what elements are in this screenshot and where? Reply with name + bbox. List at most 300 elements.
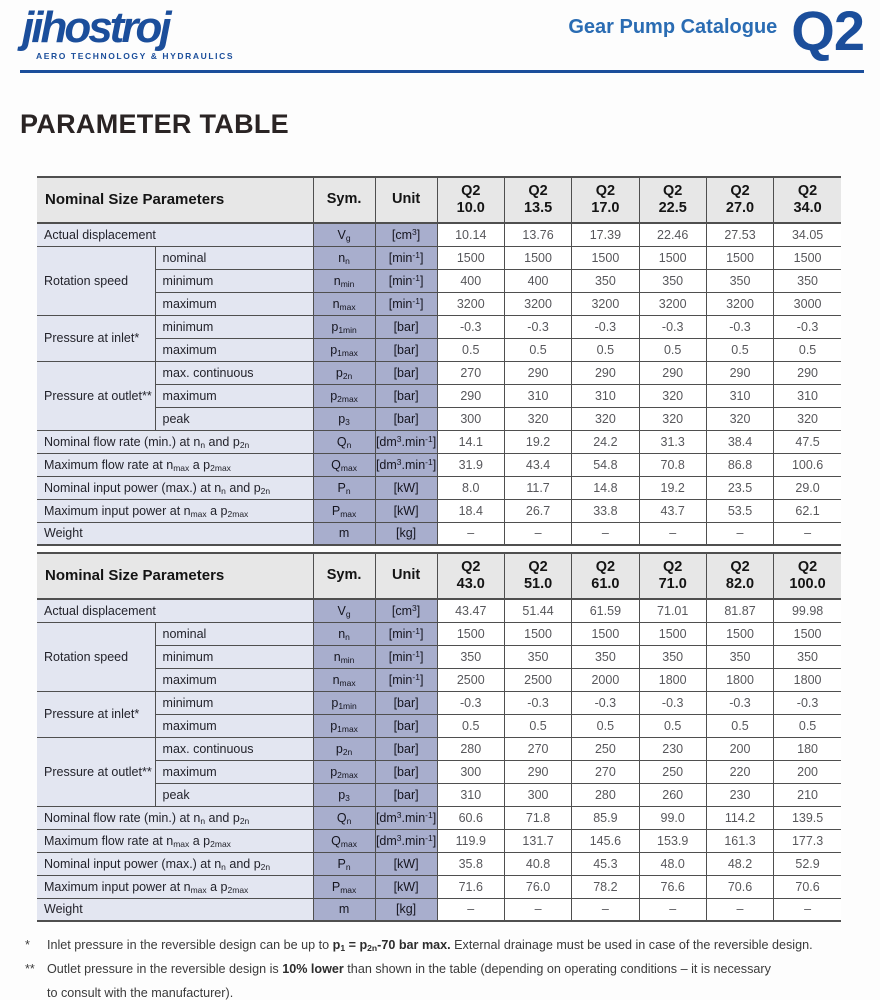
value-cell: 0.5 [639, 714, 706, 737]
symbol-cell: $P_n$ [313, 852, 375, 875]
value-cell: 1500 [504, 246, 571, 269]
value-cell: 220 [706, 760, 773, 783]
value-cell: 31.3 [639, 430, 706, 453]
unit-cell: [kW] [375, 476, 437, 499]
unit-cell: [bar] [375, 407, 437, 430]
value-cell: 350 [572, 269, 639, 292]
value-cell: 43.4 [504, 453, 571, 476]
unit-cell: $[\min^{-1}]$ [375, 246, 437, 269]
symbol-cell: $p_{2max}$ [313, 384, 375, 407]
row-sublabel: maximum [155, 668, 313, 691]
row-sublabel: minimum [155, 315, 313, 338]
table-row [37, 269, 841, 292]
value-cell: 310 [774, 384, 841, 407]
footnote-line [25, 985, 880, 1000]
row-label: Nominal flow rate (min.) at $n_n$ and $p_{2n}$ [37, 806, 313, 829]
table-row [37, 223, 841, 246]
value-cell: 48.2 [706, 852, 773, 875]
value-cell: 31.9 [437, 453, 504, 476]
value-cell: – [504, 898, 571, 921]
parameter-tables [37, 176, 841, 922]
value-cell: -0.3 [437, 315, 504, 338]
value-cell: 350 [706, 269, 773, 292]
symbol-cell: m [313, 522, 375, 545]
table-row [37, 852, 841, 875]
value-cell: – [572, 898, 639, 921]
value-cell: 17.39 [572, 223, 639, 246]
value-cell: 290 [572, 361, 639, 384]
value-cell: 14.1 [437, 430, 504, 453]
value-cell: 10.14 [437, 223, 504, 246]
value-cell: 300 [437, 407, 504, 430]
value-cell: 0.5 [706, 714, 773, 737]
table-row [37, 898, 841, 921]
value-cell: 250 [639, 760, 706, 783]
value-cell: 210 [774, 783, 841, 806]
footnote-text: to consult with the manufacturer). [47, 986, 234, 1000]
unit-cell: [kW] [375, 852, 437, 875]
row-label: Nominal input power (max.) at $n_n$ and $p_{2n}$ [37, 476, 313, 499]
value-cell: 139.5 [774, 806, 841, 829]
row-label: Maximum flow rate at $n_{max}$ a $p_{2max}$ [37, 829, 313, 852]
value-cell: 2000 [572, 668, 639, 691]
value-cell: – [437, 522, 504, 545]
value-cell: 11.7 [504, 476, 571, 499]
row-group-label: Pressure at inlet* [37, 315, 155, 361]
value-cell: 27.53 [706, 223, 773, 246]
size-column-header: Q2 10.0 [437, 177, 504, 223]
unit-header: Unit [375, 177, 437, 223]
symbol-cell: $p_3$ [313, 783, 375, 806]
value-cell: 161.3 [706, 829, 773, 852]
sym-header: Sym. [313, 177, 375, 223]
value-cell: 18.4 [437, 499, 504, 522]
value-cell: 0.5 [437, 714, 504, 737]
value-cell: 1500 [639, 246, 706, 269]
size-column-header: Q2 82.0 [706, 553, 773, 599]
symbol-cell: $p_3$ [313, 407, 375, 430]
footnote-marker [25, 985, 47, 1000]
logo-wordmark: jihostroj [22, 3, 169, 52]
symbol-cell: $Q_n$ [313, 806, 375, 829]
header-divider [20, 70, 864, 73]
value-cell: 1500 [706, 622, 773, 645]
row-sublabel: max. continuous [155, 361, 313, 384]
logo-tagline: AERO TECHNOLOGY & HYDRAULICS [36, 51, 235, 61]
value-cell: 153.9 [639, 829, 706, 852]
value-cell: 0.5 [504, 338, 571, 361]
symbol-cell: $p_{2max}$ [313, 760, 375, 783]
value-cell: 3200 [437, 292, 504, 315]
unit-cell: $[\min^{-1}]$ [375, 269, 437, 292]
value-cell: 290 [639, 361, 706, 384]
value-cell: 310 [504, 384, 571, 407]
symbol-cell: $p_{1max}$ [313, 338, 375, 361]
value-cell: 85.9 [572, 806, 639, 829]
value-cell: 43.47 [437, 599, 504, 622]
page-title: PARAMETER TABLE [20, 109, 289, 139]
value-cell: 48.0 [639, 852, 706, 875]
row-group-label: Pressure at outlet** [37, 737, 155, 806]
value-cell: 43.7 [639, 499, 706, 522]
value-cell: 310 [706, 384, 773, 407]
size-column-header: Q2 43.0 [437, 553, 504, 599]
footnote-text: Outlet pressure in the reversible design is 10% lower than shown in the table (depending on operating conditions – it is necessary [47, 962, 771, 976]
size-column-header: Q2 51.0 [504, 553, 571, 599]
row-sublabel: maximum [155, 338, 313, 361]
value-cell: 280 [437, 737, 504, 760]
footnote-line [25, 937, 880, 954]
row-sublabel: max. continuous [155, 737, 313, 760]
value-cell: 23.5 [706, 476, 773, 499]
symbol-cell: $V_g$ [313, 223, 375, 246]
table-row [37, 691, 841, 714]
table-row [37, 645, 841, 668]
parameter-table [37, 552, 841, 922]
table-row [37, 599, 841, 622]
row-sublabel: minimum [155, 645, 313, 668]
symbol-cell: $p_{1min}$ [313, 691, 375, 714]
size-column-header: Q2 71.0 [639, 553, 706, 599]
value-cell: 70.6 [706, 875, 773, 898]
footnote-marker: ** [25, 962, 35, 976]
row-label: Weight [37, 522, 313, 545]
value-cell: – [706, 522, 773, 545]
row-label: Actual displacement [37, 223, 313, 246]
header-right [568, 0, 864, 62]
value-cell: 62.1 [774, 499, 841, 522]
value-cell: 350 [774, 645, 841, 668]
symbol-cell: $Q_n$ [313, 430, 375, 453]
row-sublabel: minimum [155, 269, 313, 292]
value-cell: 320 [774, 407, 841, 430]
table-row [37, 875, 841, 898]
row-sublabel: nominal [155, 622, 313, 645]
unit-cell: $[dm^3.\min^{-1}]$ [375, 430, 437, 453]
value-cell: 1500 [774, 622, 841, 645]
symbol-cell: $n_{min}$ [313, 269, 375, 292]
unit-cell: [kg] [375, 522, 437, 545]
params-header: Nominal Size Parameters [37, 553, 313, 599]
table-row [37, 292, 841, 315]
value-cell: 2500 [504, 668, 571, 691]
parameter-table-sizes-43-100 [37, 552, 841, 922]
row-sublabel: nominal [155, 246, 313, 269]
table-row [37, 522, 841, 545]
footnote-marker: * [25, 938, 30, 952]
value-cell: -0.3 [706, 315, 773, 338]
value-cell: 0.5 [774, 714, 841, 737]
value-cell: 280 [572, 783, 639, 806]
value-cell: 270 [437, 361, 504, 384]
symbol-cell: m [313, 898, 375, 921]
footnote-text: Inlet pressure in the reversible design can be up to $p_1 = p_{2n}-70$ bar max. External drainage must be used in case of the reversible design. [47, 938, 813, 954]
table-row [37, 737, 841, 760]
value-cell: 350 [504, 645, 571, 668]
table-row [37, 668, 841, 691]
symbol-cell: $p_{1max}$ [313, 714, 375, 737]
table-row [37, 714, 841, 737]
symbol-cell: $p_{2n}$ [313, 361, 375, 384]
value-cell: 78.2 [572, 875, 639, 898]
catalogue-code: Q2 [791, 0, 864, 62]
table-row [37, 384, 841, 407]
parameter-table-sizes-10-34 [37, 176, 841, 546]
table-row [37, 829, 841, 852]
value-cell: 99.98 [774, 599, 841, 622]
value-cell: 310 [437, 783, 504, 806]
symbol-cell: $n_{max}$ [313, 668, 375, 691]
table-row [37, 760, 841, 783]
value-cell: -0.3 [572, 315, 639, 338]
value-cell: 13.76 [504, 223, 571, 246]
size-column-header: Q2 27.0 [706, 177, 773, 223]
symbol-cell: $P_{max}$ [313, 499, 375, 522]
row-label: Maximum input power at $n_{max}$ a $p_{2max}$ [37, 499, 313, 522]
value-cell: -0.3 [774, 315, 841, 338]
value-cell: -0.3 [504, 315, 571, 338]
row-label: Nominal input power (max.) at $n_n$ and $p_{2n}$ [37, 852, 313, 875]
unit-cell: [bar] [375, 691, 437, 714]
value-cell: 60.6 [437, 806, 504, 829]
value-cell: 290 [774, 361, 841, 384]
size-column-header: Q2 61.0 [572, 553, 639, 599]
row-group-label: Rotation speed [37, 246, 155, 315]
value-cell: -0.3 [639, 315, 706, 338]
value-cell: 1500 [437, 246, 504, 269]
value-cell: – [639, 898, 706, 921]
value-cell: 1800 [706, 668, 773, 691]
value-cell: 2500 [437, 668, 504, 691]
value-cell: 71.01 [639, 599, 706, 622]
value-cell: -0.3 [706, 691, 773, 714]
value-cell: 230 [706, 783, 773, 806]
value-cell: 47.5 [774, 430, 841, 453]
value-cell: 19.2 [639, 476, 706, 499]
value-cell: 71.6 [437, 875, 504, 898]
row-label: Maximum flow rate at $n_{max}$ a $p_{2max}$ [37, 453, 313, 476]
value-cell: – [572, 522, 639, 545]
table-row [37, 806, 841, 829]
value-cell: 350 [639, 269, 706, 292]
table-row [37, 246, 841, 269]
table-row [37, 338, 841, 361]
value-cell: 230 [639, 737, 706, 760]
table-header-row [37, 553, 841, 599]
unit-cell: $[dm^3.\min^{-1}]$ [375, 829, 437, 852]
page-header [0, 0, 880, 75]
value-cell: 14.8 [572, 476, 639, 499]
value-cell: 8.0 [437, 476, 504, 499]
value-cell: 54.8 [572, 453, 639, 476]
value-cell: 3000 [774, 292, 841, 315]
unit-cell: [bar] [375, 783, 437, 806]
table-row [37, 476, 841, 499]
row-sublabel: peak [155, 407, 313, 430]
table-row [37, 315, 841, 338]
unit-cell: $[dm^3.\min^{-1}]$ [375, 806, 437, 829]
value-cell: – [774, 898, 841, 921]
value-cell: 70.6 [774, 875, 841, 898]
value-cell: 350 [774, 269, 841, 292]
table-header-row [37, 177, 841, 223]
row-sublabel: maximum [155, 760, 313, 783]
table-row [37, 453, 841, 476]
value-cell: 270 [504, 737, 571, 760]
row-sublabel: minimum [155, 691, 313, 714]
unit-cell: $[cm^3]$ [375, 599, 437, 622]
value-cell: 1500 [706, 246, 773, 269]
value-cell: – [706, 898, 773, 921]
value-cell: 1800 [774, 668, 841, 691]
symbol-cell: $p_{2n}$ [313, 737, 375, 760]
symbol-cell: $Q_{max}$ [313, 829, 375, 852]
size-column-header: Q2 17.0 [572, 177, 639, 223]
unit-cell: [bar] [375, 737, 437, 760]
unit-cell: [kW] [375, 499, 437, 522]
unit-cell: [bar] [375, 338, 437, 361]
value-cell: 320 [706, 407, 773, 430]
value-cell: – [774, 522, 841, 545]
table-row [37, 361, 841, 384]
value-cell: – [504, 522, 571, 545]
value-cell: 100.6 [774, 453, 841, 476]
value-cell: 1800 [639, 668, 706, 691]
value-cell: 350 [437, 645, 504, 668]
value-cell: 180 [774, 737, 841, 760]
value-cell: 3200 [706, 292, 773, 315]
value-cell: 22.46 [639, 223, 706, 246]
value-cell: 200 [706, 737, 773, 760]
value-cell: -0.3 [774, 691, 841, 714]
symbol-cell: $P_n$ [313, 476, 375, 499]
value-cell: 51.44 [504, 599, 571, 622]
unit-cell: $[cm^3]$ [375, 223, 437, 246]
value-cell: 0.5 [437, 338, 504, 361]
value-cell: 35.8 [437, 852, 504, 875]
value-cell: 3200 [639, 292, 706, 315]
symbol-cell: $n_{max}$ [313, 292, 375, 315]
value-cell: 38.4 [706, 430, 773, 453]
value-cell: 290 [706, 361, 773, 384]
value-cell: 0.5 [774, 338, 841, 361]
value-cell: 400 [504, 269, 571, 292]
row-label: Weight [37, 898, 313, 921]
value-cell: – [639, 522, 706, 545]
value-cell: 300 [437, 760, 504, 783]
unit-cell: [bar] [375, 384, 437, 407]
unit-header: Unit [375, 553, 437, 599]
symbol-cell: $n_n$ [313, 246, 375, 269]
value-cell: 131.7 [504, 829, 571, 852]
row-sublabel: maximum [155, 384, 313, 407]
value-cell: 300 [504, 783, 571, 806]
unit-cell: [kW] [375, 875, 437, 898]
symbol-cell: $n_n$ [313, 622, 375, 645]
value-cell: 81.87 [706, 599, 773, 622]
value-cell: 1500 [572, 246, 639, 269]
table-row [37, 407, 841, 430]
symbol-cell: $Q_{max}$ [313, 453, 375, 476]
value-cell: 310 [572, 384, 639, 407]
value-cell: 3200 [504, 292, 571, 315]
value-cell: 114.2 [706, 806, 773, 829]
sym-header: Sym. [313, 553, 375, 599]
value-cell: 29.0 [774, 476, 841, 499]
value-cell: 177.3 [774, 829, 841, 852]
symbol-cell: $p_{1min}$ [313, 315, 375, 338]
value-cell: 71.8 [504, 806, 571, 829]
unit-cell: [bar] [375, 714, 437, 737]
value-cell: -0.3 [572, 691, 639, 714]
value-cell: 320 [639, 384, 706, 407]
value-cell: 45.3 [572, 852, 639, 875]
unit-cell: [bar] [375, 760, 437, 783]
value-cell: 61.59 [572, 599, 639, 622]
value-cell: 1500 [504, 622, 571, 645]
catalogue-label: Gear Pump Catalogue [568, 16, 778, 38]
value-cell: 0.5 [639, 338, 706, 361]
unit-cell: $[\min^{-1}]$ [375, 645, 437, 668]
row-group-label: Pressure at inlet* [37, 691, 155, 737]
value-cell: 19.2 [504, 430, 571, 453]
row-label: Actual displacement [37, 599, 313, 622]
value-cell: 0.5 [572, 338, 639, 361]
value-cell: 260 [639, 783, 706, 806]
value-cell: 119.9 [437, 829, 504, 852]
value-cell: 33.8 [572, 499, 639, 522]
value-cell: 26.7 [504, 499, 571, 522]
value-cell: 1500 [437, 622, 504, 645]
value-cell: 290 [504, 760, 571, 783]
value-cell: – [437, 898, 504, 921]
unit-cell: $[\min^{-1}]$ [375, 622, 437, 645]
table-row [37, 430, 841, 453]
value-cell: -0.3 [437, 691, 504, 714]
value-cell: 76.0 [504, 875, 571, 898]
value-cell: -0.3 [504, 691, 571, 714]
value-cell: 24.2 [572, 430, 639, 453]
value-cell: 0.5 [572, 714, 639, 737]
value-cell: 99.0 [639, 806, 706, 829]
value-cell: 0.5 [504, 714, 571, 737]
value-cell: 290 [437, 384, 504, 407]
value-cell: -0.3 [639, 691, 706, 714]
unit-cell: [kg] [375, 898, 437, 921]
symbol-cell: $P_{max}$ [313, 875, 375, 898]
row-label: Nominal flow rate (min.) at $n_n$ and $p_{2n}$ [37, 430, 313, 453]
size-column-header: Q2 22.5 [639, 177, 706, 223]
value-cell: 3200 [572, 292, 639, 315]
row-sublabel: maximum [155, 292, 313, 315]
value-cell: 145.6 [572, 829, 639, 852]
unit-cell: $[dm^3.\min^{-1}]$ [375, 453, 437, 476]
value-cell: 320 [504, 407, 571, 430]
value-cell: 250 [572, 737, 639, 760]
value-cell: 350 [639, 645, 706, 668]
unit-cell: $[\min^{-1}]$ [375, 668, 437, 691]
size-column-header: Q2 34.0 [774, 177, 841, 223]
params-header: Nominal Size Parameters [37, 177, 313, 223]
value-cell: 34.05 [774, 223, 841, 246]
row-sublabel: peak [155, 783, 313, 806]
row-group-label: Pressure at outlet** [37, 361, 155, 430]
value-cell: 1500 [639, 622, 706, 645]
symbol-cell: $n_{min}$ [313, 645, 375, 668]
unit-cell: $[\min^{-1}]$ [375, 292, 437, 315]
parameter-table [37, 176, 841, 546]
value-cell: 290 [504, 361, 571, 384]
